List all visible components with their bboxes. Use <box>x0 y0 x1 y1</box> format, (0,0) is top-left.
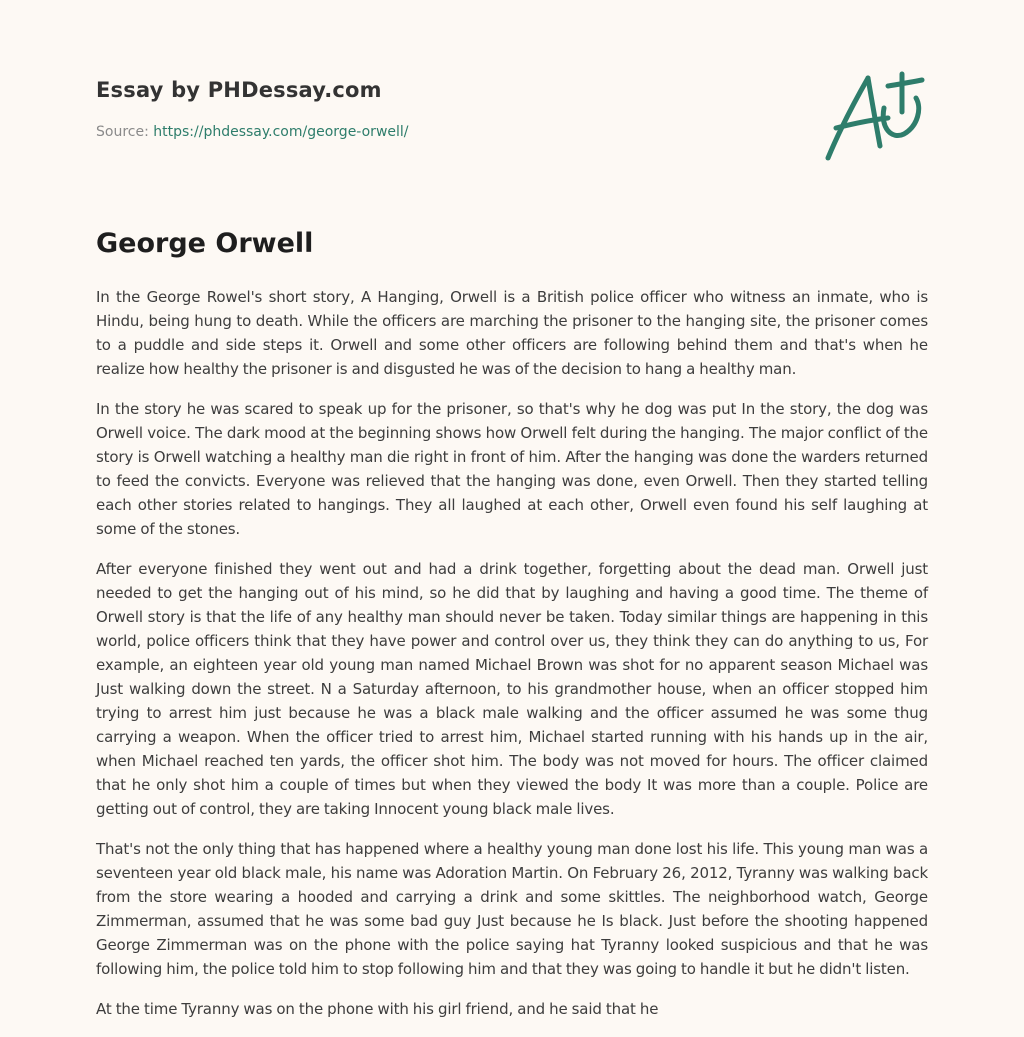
paragraph: That's not the only thing that has happened where a healthy young man done lost his life. This young man was a seventeen year old black male, his name was Adoration Martin. On February 26, 2012, Tyranny was walking back from the store wearing a hooded and carrying a drink and some skittles. The neighborhood watch, George Zimmerman, assumed that he was some bad guy Just because he Is black. Just before the shooting happened George Zimmerman was on the phone with the police saying hat Tyranny looked suspicious and that he was following him, the police told him to stop following him and that they was going to handle it but he didn't listen. <box>96 840 928 978</box>
paragraph: In the story he was scared to speak up for the prisoner, so that's why he dog was put In the story, the dog was Orwell voice. The dark mood at the beginning shows how Orwell felt during the hanging. The major conflict of the story is Orwell watching a healthy man die right in front of him. After the hanging was done the warders returned to feed the convicts. Everyone was relieved that the hanging was done, even Orwell. Then they started telling each other stories related to hangings. They all laughed at each other, Orwell even found his self laughing at some of the stones. <box>96 400 928 538</box>
site-title: Essay by PHDessay.com <box>96 78 382 102</box>
source-line <box>96 122 936 142</box>
article-body <box>96 285 928 1037</box>
paragraph: At the time Tyranny was on the phone with his girl friend, and he said that he <box>96 1000 659 1018</box>
source-label: Source: <box>96 124 154 140</box>
page-header <box>96 76 936 142</box>
paragraph: In the George Rowel's short story, A Hanging, Orwell is a British police officer who witness an inmate, who is Hindu, being hung to death. While the officers are marching the prisoner to the hanging site, the prisoner comes to a puddle and side steps it. Orwell and some other officers are following behind them and that's when he realize how healthy the prisoner is and disgusted he was of the decision to hang a healthy man. <box>96 288 928 378</box>
page-title: George Orwell <box>96 228 314 259</box>
paragraph: After everyone finished they went out and had a drink together, forgetting about the dead man. Orwell just needed to get the hanging out of his mind, so he did that by laughing and having a good time. The theme of Orwell story is that the life of any healthy man should never be taken. Today similar things are happening in this world, police officers think that they have power and control over us, they think they can do anything to us, For example, an eighteen year old young man named Michael Brown was shot for no apparent season Michael was Just walking down the street. N a Saturday afternoon, to his grandmother house, when an officer stopped him trying to arrest him just because he was a black male walking and the officer assumed he was some thug carrying a weapon. When the officer tried to arrest him, Michael started running with his hands up in the air, when Michael reached ten yards, the officer shot him. The body was not moved for hours. The officer claimed that he only shot him a couple of times but when they viewed the body It was more than a couple. Police are getting out of control, they are taking Innocent young black male lives. <box>96 560 928 818</box>
source-link[interactable]: https://phdessay.com/george-orwell/ <box>153 124 409 140</box>
a-plus-grade-icon <box>822 68 926 164</box>
